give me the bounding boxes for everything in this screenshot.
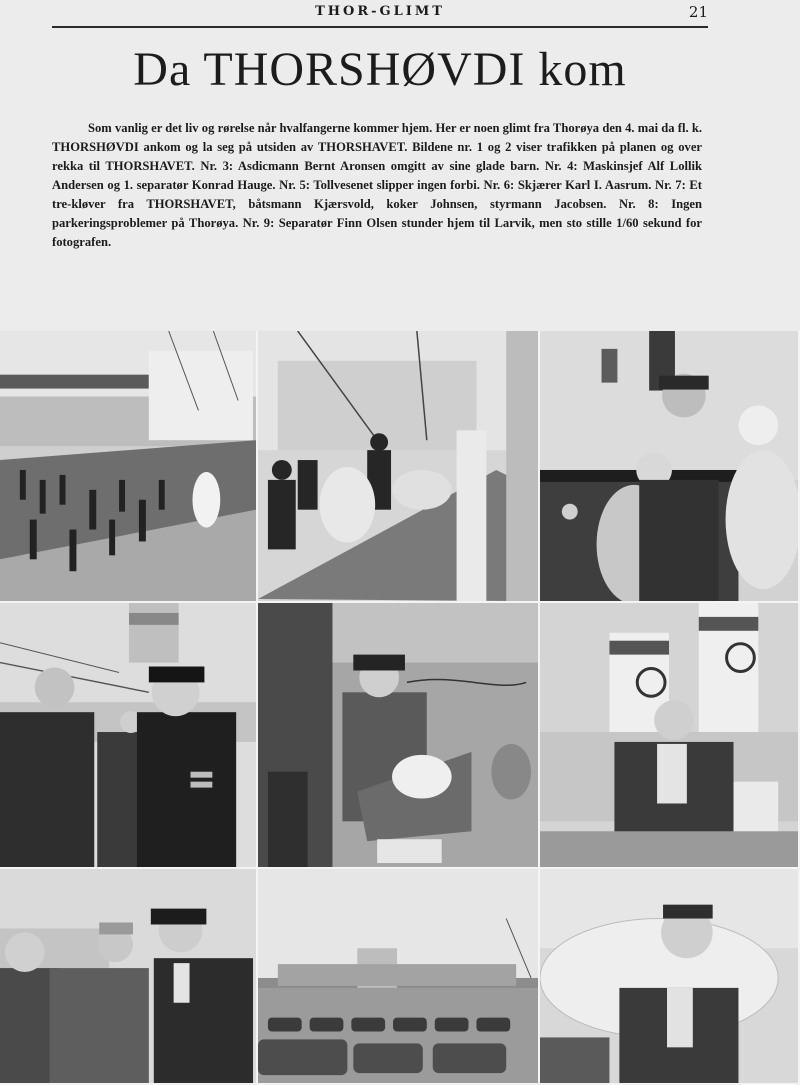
photo-9-separator-with-sack [540,869,800,1085]
photo-5-customs-inspection [258,603,540,869]
page-header [52,0,708,28]
article-title: Da THORSHØVDI kom [133,43,627,96]
photo-3-father-children [540,331,800,603]
photo-2-ship-rail [258,331,540,603]
photo-8-parking-lot [258,869,540,1085]
photo-1-harbour-deck [0,331,258,603]
article-intro: Som vanlig er det liv og rørelse når hvalfangerne kommer hjem. Her er noen glimt fra Thorøya den 4. mai da fl. k. THORSHØVDI ankom og la seg på utsiden av THORSHAVET. Bildene nr. 1 og 2 viser trafikken på planen og over rekka til THORSHAVET. Nr. 3: Asdicmann Bernt Aronsen omgitt av sine glade barn. Nr. 4: Maskinsjef Alf Lollik Andersen og 1. separatør Konrad Hauge. Nr. 5: Tollvesenet slipper ingen forbi. Nr. 6: Skjærer Karl I. Aasrum. Nr. 7: Et tre-kløver fra THORSHAVET, båtsmann Kjærsvold, koker Johnsen, styrmann Jacobsen. Nr. 8: Ingen parkeringsproblemer på Thorøya. Nr. 9: Separatør Finn Olsen stunder hjem til Larvik, men sto stille 1/60 sekund for fotografen. [52,121,702,249]
running-title: THOR-GLIMT [315,4,445,19]
photo-4-engineer-separator [0,603,258,869]
photo-grid [0,331,800,1085]
photo-7-three-crew [0,869,258,1085]
page-number: 21 [688,3,708,21]
photo-6-cutter-portrait [540,603,800,869]
